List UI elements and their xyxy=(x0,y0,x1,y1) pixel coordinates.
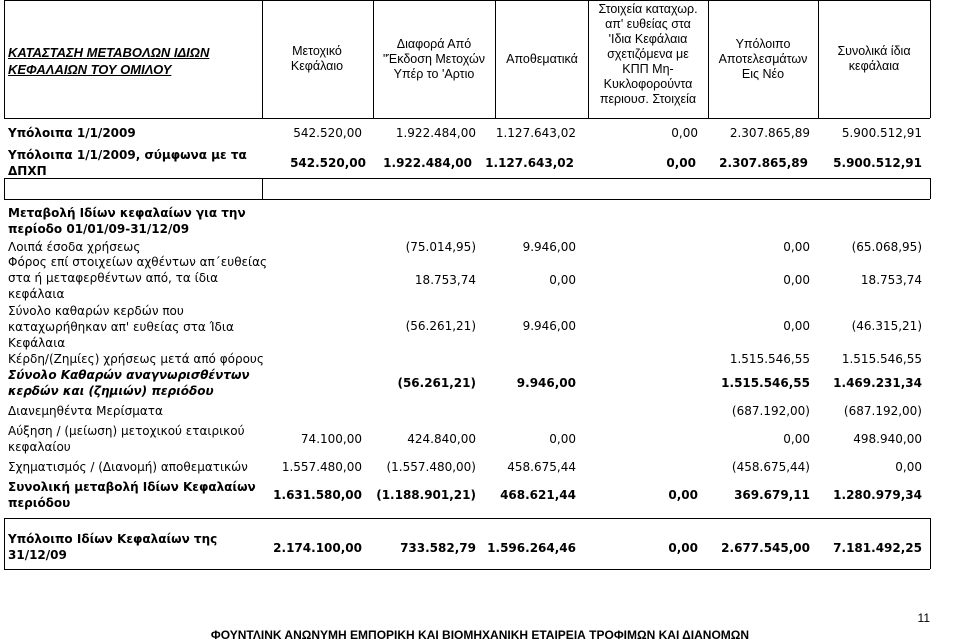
row-value: 5.900.512,91 xyxy=(841,126,922,140)
row-value: 0,00 xyxy=(668,541,698,555)
row-value: 468.621,44 xyxy=(500,488,576,502)
row-value: 0,00 xyxy=(783,240,810,254)
row-label: Αύξηση / (μείωση) μετοχικού εταιρικού κεφαλαίου xyxy=(8,424,245,454)
col-header-share-capital: Μετοχικό Κεφάλαιο xyxy=(290,44,344,73)
row-value: 9.946,00 xyxy=(522,240,576,254)
row-value: 1.922.484,00 xyxy=(395,126,476,140)
section-heading: Μεταβολή Ιδίων κεφαλαίων για την περίοδο 01/01/09-31/12/09 xyxy=(8,206,246,236)
row-value: 1.469.231,34 xyxy=(833,376,922,390)
page-number: 11 xyxy=(917,611,930,625)
col-header-share-premium: Διαφορά Από "Έκδοση Μετοχών Υπέρ το 'Αρτιο xyxy=(383,37,485,81)
row-value: (46.315,21) xyxy=(851,319,922,333)
row-value: 74.100,00 xyxy=(300,432,362,446)
row-value: 0,00 xyxy=(549,273,576,287)
row-label: Διανεμηθέντα Μερίσματα xyxy=(8,404,163,418)
header-bottom-border xyxy=(4,118,930,119)
row-value: 369.679,11 xyxy=(734,488,810,502)
row-value: 1.515.546,55 xyxy=(729,352,810,366)
row-value: 1.127.643,02 xyxy=(485,156,574,170)
row-value: (687.192,00) xyxy=(843,404,922,418)
row-value: 1.631.580,00 xyxy=(273,488,362,502)
row-value: 0,00 xyxy=(783,273,810,287)
row-value: 1.515.546,55 xyxy=(721,376,810,390)
row-value: (56.261,21) xyxy=(397,376,476,390)
row-value: 1.922.484,00 xyxy=(383,156,472,170)
band-bottom-border xyxy=(4,199,930,200)
row-value: 1.515.546,55 xyxy=(841,352,922,366)
header-divider xyxy=(373,0,374,118)
row-label: Συνολική μεταβολή Ιδίων Κεφαλαίων περιόδου xyxy=(8,480,256,510)
band-right-border xyxy=(930,178,931,199)
row-value: 542.520,00 xyxy=(293,126,362,140)
row-value: 2.677.545,00 xyxy=(721,541,810,555)
closing-box-top xyxy=(4,518,930,519)
row-value: 0,00 xyxy=(671,126,698,140)
row-label: Σύνολο Καθαρών αναγνωρισθέντων κερδών και (ζημιών) περιόδου xyxy=(8,368,250,398)
row-value: 0,00 xyxy=(668,488,698,502)
row-value: (56.261,21) xyxy=(405,319,476,333)
statement-title xyxy=(8,44,258,78)
col-header-total-equity: Συνολικά ίδια κεφάλαια xyxy=(837,44,911,73)
band-left-border xyxy=(4,178,5,199)
row-value: 2.174.100,00 xyxy=(273,541,362,555)
row-value: 7.181.492,25 xyxy=(833,541,922,555)
row-value: 498.940,00 xyxy=(853,432,922,446)
col-header-retained-earnings: Υπόλοιπο Αποτελεσμάτων Εις Νέο xyxy=(718,37,808,81)
row-value: 458.675,44 xyxy=(507,460,576,474)
col-header-reserves: Αποθεματικά xyxy=(506,52,578,66)
closing-box-right xyxy=(930,518,931,569)
row-value: 1.280.979,34 xyxy=(833,488,922,502)
header-divider xyxy=(262,0,263,118)
band-divider xyxy=(262,178,263,199)
row-value: 733.582,79 xyxy=(400,541,476,555)
row-value: (75.014,95) xyxy=(405,240,476,254)
row-value: 9.946,00 xyxy=(516,376,576,390)
row-value: 0,00 xyxy=(549,432,576,446)
row-value: (458.675,44) xyxy=(731,460,810,474)
row-value: 0,00 xyxy=(666,156,696,170)
statement-title-line2: ΚΕΦΑΛΑΙΩΝ ΤΟΥ ΟΜΙΛΟΥ xyxy=(8,62,172,77)
closing-box-bottom xyxy=(4,569,930,570)
header-divider xyxy=(818,0,819,118)
row-label: Υπόλοιπο Ιδίων Κεφαλαίων της 31/12/09 xyxy=(8,532,218,562)
row-value: 0,00 xyxy=(895,460,922,474)
row-value: 18.753,74 xyxy=(414,273,476,287)
row-label: Φόρος επί στοιχείων αχθέντων απ΄ευθείας στα ή μεταφερθέντων από, τα ίδια κεφάλαια xyxy=(8,255,268,301)
band-top-border xyxy=(4,178,930,179)
closing-box-left xyxy=(4,518,5,569)
row-value: 0,00 xyxy=(783,319,810,333)
row-value: (65.068,95) xyxy=(851,240,922,254)
row-value: 2.307.865,89 xyxy=(719,156,808,170)
row-label: Υπόλοιπα 1/1/2009, σύμφωνα με τα ΔΠΧΠ xyxy=(8,148,247,178)
row-value: 18.753,74 xyxy=(860,273,922,287)
row-value: 1.596.264,46 xyxy=(487,541,576,555)
row-value: 9.946,00 xyxy=(522,319,576,333)
company-footer: ΦΟΥΝΤΛΙΝΚ ΑΝΩΝΥΜΗ ΕΜΠΟΡΙΚΗ ΚΑΙ ΒΙΟΜΗΧΑΝΙΚΗ ΕΤΑΙΡΕΙΑ ΤΡΟΦΙΜΩΝ ΚΑΙ ΔΙΑΝΟΜΩΝ xyxy=(210,628,750,642)
col-header-equity-items: Στοιχεία καταχωρ. απ' ευθείας στα 'Ιδια Κεφάλαια σχετιζόμενα με ΚΠΠ Μη- Κυκλοφορούντα περιουσ. Στοιχεία xyxy=(598,2,698,106)
statement-title-line1: ΚΑΤΑΣΤΑΣΗ ΜΕΤΑΒΟΛΩΝ ΙΔΙΩΝ xyxy=(8,45,210,60)
row-value: 424.840,00 xyxy=(407,432,476,446)
row-value: 0,00 xyxy=(783,432,810,446)
header-divider xyxy=(4,0,5,118)
row-label: Σχηματισμός / (Διανομή) αποθεματικών xyxy=(8,460,248,474)
row-label: Υπόλοιπα 1/1/2009 xyxy=(8,126,136,140)
row-value: 1.127.643,02 xyxy=(495,126,576,140)
row-label: Σύνολο καθαρών κερδών που καταχωρήθηκαν απ' ευθείας στα Ίδια Κεφάλαια xyxy=(8,304,234,350)
row-value: 542.520,00 xyxy=(290,156,366,170)
header-divider xyxy=(930,0,931,118)
row-value: (1.188.901,21) xyxy=(376,488,476,502)
header-divider xyxy=(708,0,709,118)
table-top-border xyxy=(4,0,930,1)
header-divider xyxy=(588,0,589,118)
row-label: Κέρδη/(Ζημίες) χρήσεως μετά από φόρους xyxy=(8,352,264,366)
row-value: (1.557.480,00) xyxy=(386,460,476,474)
row-value: 2.307.865,89 xyxy=(729,126,810,140)
row-value: 5.900.512,91 xyxy=(833,156,922,170)
header-divider xyxy=(495,0,496,118)
row-value: 1.557.480,00 xyxy=(281,460,362,474)
row-value: (687.192,00) xyxy=(731,404,810,418)
row-label: Λοιπά έσοδα χρήσεως xyxy=(8,240,141,254)
